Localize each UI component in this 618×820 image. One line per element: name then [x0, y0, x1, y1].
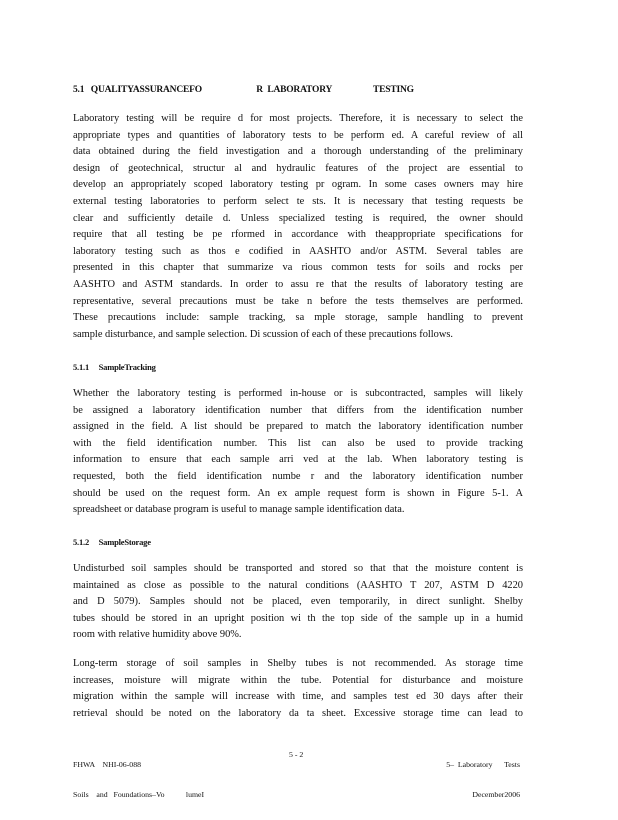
text-line: assigned in the field. A list should be prepared to match the laboratory identification number — [73, 421, 523, 433]
text-line: spreadsheet or database program is useful to manage sample identification data. — [73, 504, 405, 516]
text-line: and D 5079). Samples should not be placed, even temporarily, in direct sunlight. Shelby — [73, 596, 523, 608]
text-line: laboratory testing such as thos e codified in AASHTO and/or ASTM. Several tables are — [73, 245, 523, 257]
section-paragraph — [73, 111, 523, 343]
section-heading: 5.1 QUALITYASSURANCEFO R LABORATORY TESTING — [73, 85, 414, 95]
text-line: AASHTO and ASTM standards. In order to assu re that the results of laboratory testing are — [73, 278, 523, 290]
text-line: Long-term storage of soil samples in Shelby tubes is not recommended. As storage time — [73, 658, 523, 669]
footer-volume-title: Soils and Foundations–Vo lumeI — [73, 790, 205, 799]
tracking-paragraph — [73, 386, 523, 519]
footer-chapter-title: 5– Laboratory Tests — [446, 760, 520, 769]
storage-paragraph-2 — [73, 656, 523, 722]
footer-date: December2006 — [472, 790, 520, 799]
text-line: with the field identification number. This list can also be used to provide tracking — [73, 437, 523, 449]
text-line: external testing laboratories to perform select te sts. It is necessary that testing requests be — [73, 195, 523, 207]
text-line: be assigned a laboratory identification number that differs from the identification number — [73, 404, 523, 416]
text-line: data obtained during the field investigation and a thorough understanding of the preliminary — [73, 146, 523, 158]
subsection-heading-tracking: 5.1.1 SampleTracking — [73, 362, 156, 372]
text-line: presented in this chapter that summarize va rious common tests for soils and rocks per — [73, 262, 523, 274]
text-line: require that all testing be pe rformed in accordance with theappropriate specifications for — [73, 229, 523, 241]
text-line: sample disturbance, and sample selection. Di scussion of each of these precautions follows. — [73, 328, 454, 340]
text-line: design of geotechnical, structur al and hydraulic features of the project are essential to — [73, 162, 523, 174]
text-line: appropriate types and quantities of laboratory tests to be perform ed. A careful review of all — [73, 129, 523, 141]
text-line: requested, both the field identification numbe r and the laboratory identification number — [73, 470, 523, 482]
text-line: Whether the laboratory testing is performed in-house or is subcontracted, samples will likely — [73, 388, 523, 399]
storage-paragraph-1 — [73, 561, 523, 644]
text-line: retrieval should be noted on the laboratory da ta sheet. Excessive storage time can lead to — [73, 707, 523, 719]
text-line: increases, moisture will migrate within the tube. Potential for disturbance and moisture — [73, 674, 523, 686]
text-line: room with relative humidity above 90%. — [73, 629, 242, 641]
footer-page-number: 5 - 2 — [289, 750, 304, 759]
text-line: Undisturbed soil samples should be transported and stored so that that the moisture content is — [73, 563, 523, 574]
text-line: These precautions include: sample tracking, sa mple storage, sample handling to prevent — [73, 312, 523, 324]
text-line: tubes should be stored in an upright position wi th the top side of the sample up in a humid — [73, 612, 523, 624]
subsection-heading-storage: 5.1.2 SampleStorage — [73, 537, 151, 547]
text-line: Laboratory testing will be require d for most projects. Therefore, it is necessary to select the — [73, 113, 523, 124]
text-line: should be used on the request form. An ex ample request form is shown in Figure 5-1. A — [73, 487, 523, 499]
footer-right — [440, 740, 520, 820]
text-line: maintained as close as possible to the natural conditions (AASHTO T 207, ASTM D 4220 — [73, 579, 523, 591]
footer-report-id: FHWA NHI-06-088 — [73, 760, 142, 769]
footer-left — [73, 740, 204, 820]
text-line: develop an appropriately scoped laboratory testing pr ogram. In some cases owners may hire — [73, 179, 523, 191]
text-line: clear and sufficiently detaile d. Unless specialized testing is required, the owner should — [73, 212, 523, 224]
text-line: representative, several precautions must be take n before the tests themselves are performed. — [73, 295, 523, 307]
text-line: migration within the sample will increase with time, and samples test ed 30 days after their — [73, 691, 523, 703]
text-line: information to ensure that each sample arri ved at the lab. When laboratory testing is — [73, 454, 523, 466]
